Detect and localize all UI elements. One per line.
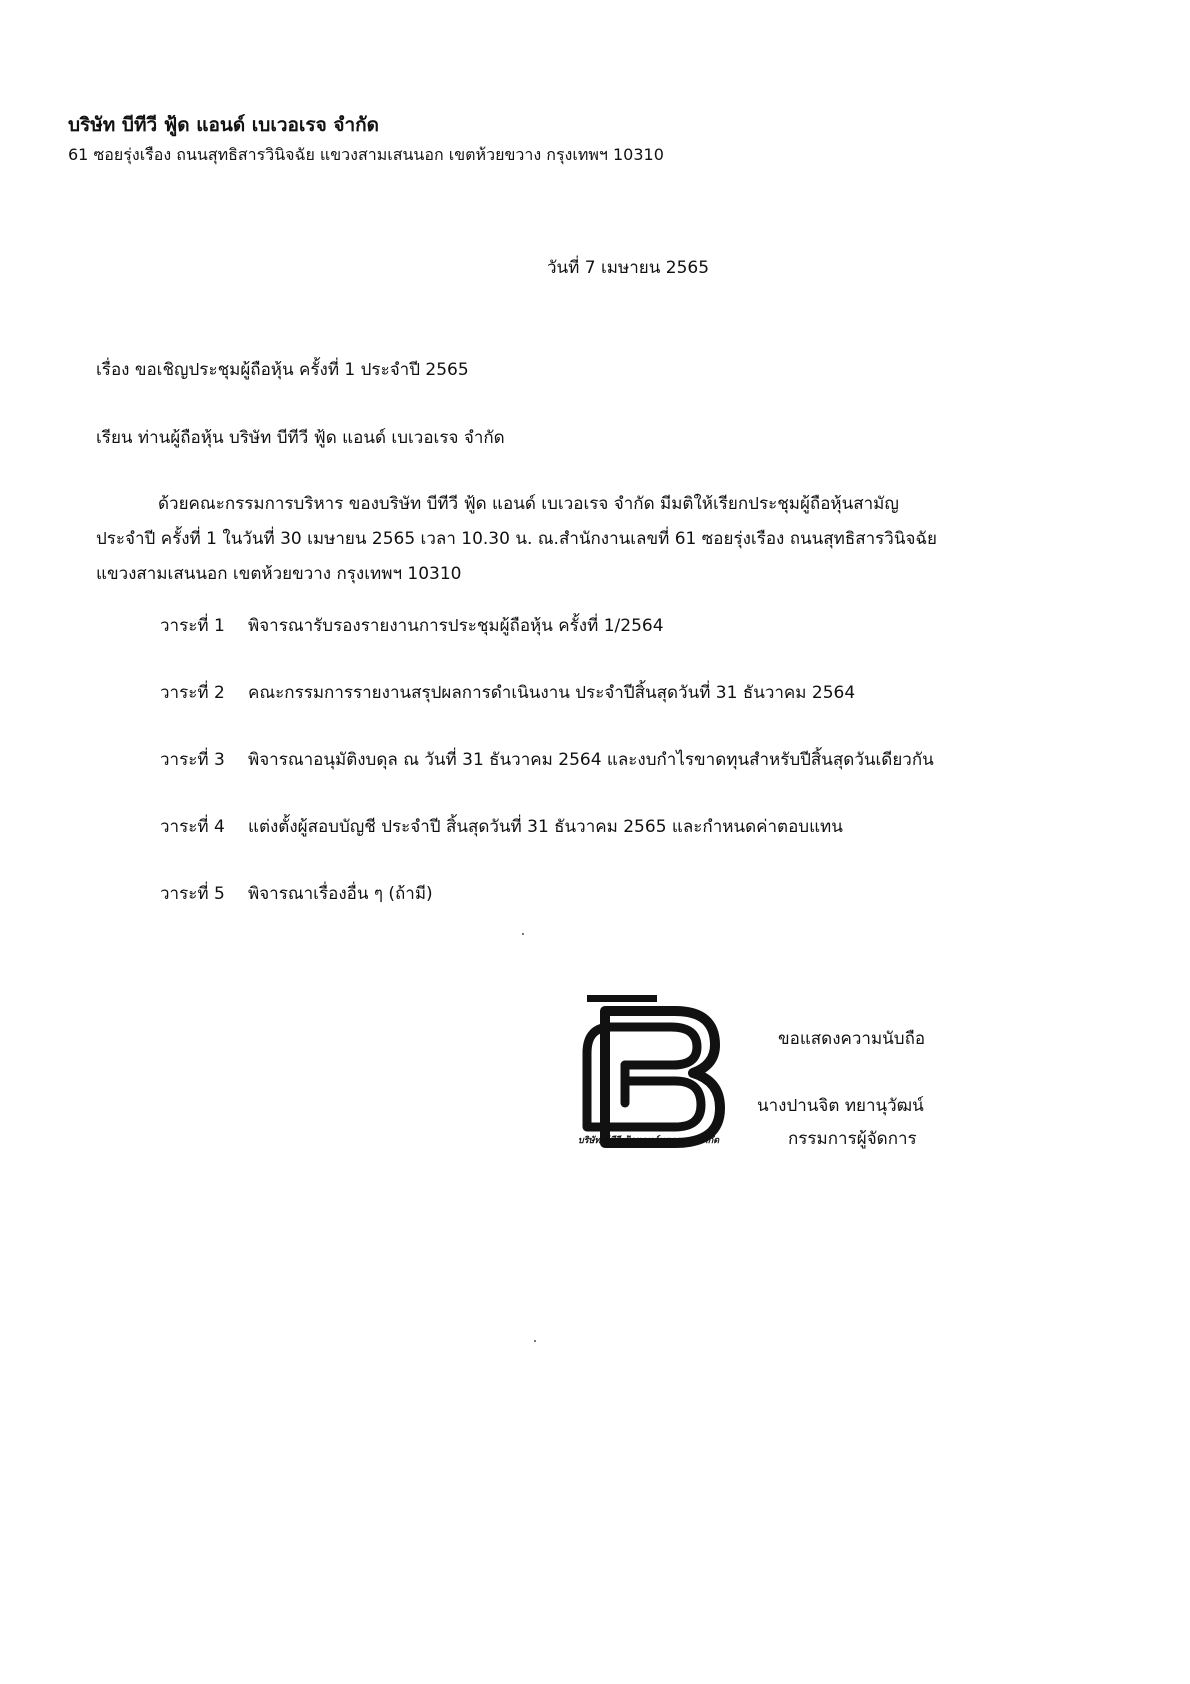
subject-line: เรื่อง ขอเชิญประชุมผู้ถือหุ้น ครั้งที่ 1 ประจำปี 2565 xyxy=(96,360,469,380)
agenda-number: วาระที่ 4 xyxy=(160,817,225,837)
signer-name: นางปานจิต ทยานุวัฒน์ xyxy=(757,1096,924,1116)
agenda-number: วาระที่ 2 xyxy=(160,683,225,703)
company-logo-stamp xyxy=(575,993,740,1153)
scan-speck xyxy=(534,1340,536,1342)
agenda-text: แต่งตั้งผู้สอบบัญชี ประจำปี สิ้นสุดวันที่ 31 ธันวาคม 2565 และกำหนดค่าตอบแทน xyxy=(248,817,843,837)
salutation-line: เรียน ท่านผู้ถือหุ้น บริษัท บีทีวี ฟู้ด แอนด์ เบเวอเรจ จำกัด xyxy=(96,428,505,448)
agenda-text: พิจารณาอนุมัติงบดุล ณ วันที่ 31 ธันวาคม 2564 และงบกำไรขาดทุนสำหรับปีสิ้นสุดวันเดียวกัน xyxy=(248,750,934,770)
agenda-item-2 xyxy=(160,679,855,706)
agenda-number: วาระที่ 3 xyxy=(160,750,225,770)
scan-speck xyxy=(522,933,524,935)
body-line: แขวงสามเสนนอก เขตห้วยขวาง กรุงเทพฯ 10310 xyxy=(96,564,462,584)
company-name: บริษัท บีทีวี ฟู้ด แอนด์ เบเวอเรจ จำกัด xyxy=(68,114,380,136)
agenda-text: พิจารณาเรื่องอื่น ๆ (ถ้ามี) xyxy=(248,884,433,904)
letter-date: วันที่ 7 เมษายน 2565 xyxy=(547,258,710,278)
body-line: ด้วยคณะกรรมการบริหาร ของบริษัท บีทีวี ฟู้ด แอนด์ เบเวอเรจ จำกัด มีมติให้เรียกประชุมผู้ถือหุ้นสามัญ xyxy=(158,494,899,514)
agenda-item-1 xyxy=(160,612,664,639)
body-line: ประจำปี ครั้งที่ 1 ในวันที่ 30 เมษายน 2565 เวลา 10.30 น. ณ.สำนักงานเลขที่ 61 ซอยรุ่งเรือง ถนนสุทธิสารวินิจฉัย xyxy=(96,529,937,549)
agenda-text: คณะกรรมการรายงานสรุปผลการดำเนินงาน ประจำปีสิ้นสุดวันที่ 31 ธันวาคม 2564 xyxy=(248,683,856,703)
company-address: 61 ซอยรุ่งเรือง ถนนสุทธิสารวินิจฉัย แขวงสามเสนนอก เขตห้วยขวาง กรุงเทพฯ 10310 xyxy=(68,145,664,164)
agenda-number: วาระที่ 1 xyxy=(160,616,225,636)
agenda-item-5 xyxy=(160,880,433,907)
agenda-text: พิจารณารับรองรายงานการประชุมผู้ถือหุ้น ครั้งที่ 1/2564 xyxy=(248,616,664,636)
body-paragraph xyxy=(96,487,1081,592)
logo-caption: บริษัท บีทีวี ฟู้ดแอนด์เบเวอเรจ จำกัด xyxy=(578,1136,720,1146)
closing-text: ขอแสดงความนับถือ xyxy=(778,1029,926,1049)
agenda-number: วาระที่ 5 xyxy=(160,884,225,904)
signer-title: กรรมการผู้จัดการ xyxy=(788,1129,917,1149)
agenda-item-4 xyxy=(160,813,843,840)
agenda-item-3 xyxy=(160,746,934,773)
